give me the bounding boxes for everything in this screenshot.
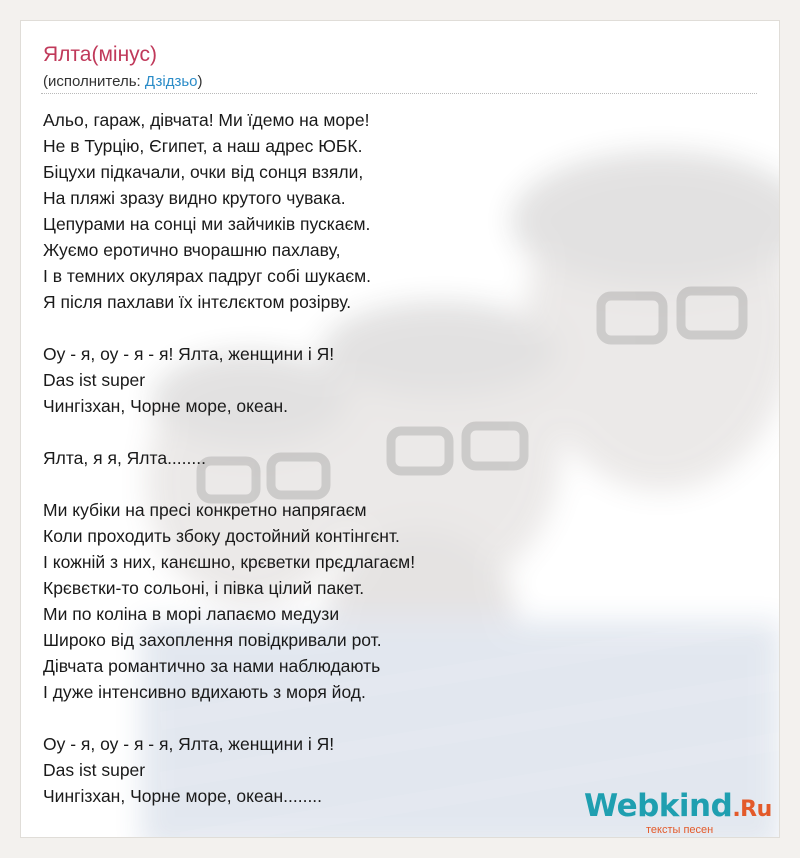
stanza xyxy=(43,445,415,471)
lyrics-body xyxy=(43,107,415,809)
lyric-line: На пляжі зразу видно крутого чувака. xyxy=(43,188,346,208)
lyric-line: Ми кубіки на пресі конкретно напрягаєм xyxy=(43,500,367,520)
lyric-line: Ми по коліна в морі лапаємо медузи xyxy=(43,604,340,624)
lyric-line: Я після пахлави їх інтєлєктом розірву. xyxy=(43,292,352,312)
stanza xyxy=(43,731,415,809)
title-divider xyxy=(41,93,757,94)
lyric-line: Чингізхан, Чорне море, океан........ xyxy=(43,786,323,806)
artist-line xyxy=(43,73,203,90)
lyric-line: Оу - я, оу - я - я! Ялта, женщини і Я! xyxy=(43,344,335,364)
lyric-line: Крєвєтки-то сольоні, і півка цілий пакет. xyxy=(43,578,365,598)
lyric-line: І кожній з них, канєшно, крєветки прєдлагаєм! xyxy=(43,552,416,572)
lyric-line: Не в Турцію, Єгипет, а наш адрес ЮБК. xyxy=(43,136,363,156)
lyric-line: Das ist super xyxy=(43,370,146,390)
lyric-line: І дуже інтенсивно вдихають з моря йод. xyxy=(43,682,366,702)
lyric-line: І в темних окулярах падруг собі шукаєм. xyxy=(43,266,372,286)
lyric-line: Жуємо еротично вчорашню пахлаву, xyxy=(43,240,341,260)
webkind-logo[interactable] xyxy=(584,788,780,836)
logo-tld: .Ru xyxy=(732,797,772,822)
stanza xyxy=(43,107,415,315)
stanza xyxy=(43,341,415,419)
lyric-line: Дівчата романтично за нами наблюдають xyxy=(43,656,381,676)
stanza xyxy=(43,497,415,705)
lyric-line: Альо, гараж, дівчата! Ми їдемо на море! xyxy=(43,110,370,130)
logo-name: Webkind xyxy=(584,788,733,824)
lyrics-card xyxy=(20,20,780,838)
lyric-line: Das ist super xyxy=(43,760,146,780)
lyric-line: Цепурами на сонці ми зайчиків пускаєм. xyxy=(43,214,371,234)
lyric-line: Оу - я, оу - я - я, Ялта, женщини і Я! xyxy=(43,734,335,754)
lyric-line: Біцухи підкачали, очки від сонця взяли, xyxy=(43,162,364,182)
logo-wordmark xyxy=(584,788,780,824)
lyric-line: Коли проходить збоку достойний контінгєнт. xyxy=(43,526,400,546)
song-title: Ялта(мінус) xyxy=(43,43,157,66)
artist-link[interactable]: Дзідзьо xyxy=(144,73,198,90)
artist-suffix: ) xyxy=(197,73,203,90)
lyric-line: Чингізхан, Чорне море, океан. xyxy=(43,396,288,416)
lyric-line: Широко від захоплення повідкривали рот. xyxy=(43,630,382,650)
lyric-line: Ялта, я я, Ялта........ xyxy=(43,448,206,468)
artist-prefix: (исполнитель: xyxy=(43,73,145,90)
logo-tagline: тексты песен xyxy=(646,824,714,836)
